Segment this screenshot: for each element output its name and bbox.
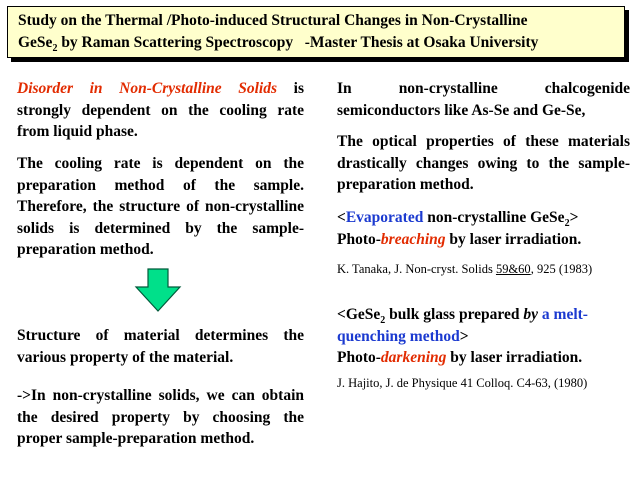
evaporated-word: Evaporated: [345, 209, 424, 226]
evaporated-rest: non-crystalline GeSe: [423, 209, 565, 226]
down-arrow-icon: [134, 268, 182, 312]
photo-prefix-1: Photo-: [337, 230, 381, 248]
ref1-pages: , 925 (1983): [530, 262, 593, 276]
bulk-subscript: 2: [380, 315, 386, 327]
evaporated-open: <: [337, 209, 346, 226]
right-paragraph-1: In non-crystalline chalcogenide semiconductors like As-Se and Ge-Se,: [337, 80, 630, 119]
title-gese: GeSe: [18, 34, 53, 51]
title-line-2: [18, 32, 624, 54]
reference-2: J. Hajito, J. de Physique 41 Colloq. C4-63, (1980): [337, 376, 588, 390]
breaching-tail: by laser irradiation.: [445, 230, 582, 248]
left-paragraph-1: [17, 78, 304, 143]
evaporated-block: [337, 207, 630, 250]
breaching-word: breaching: [380, 230, 446, 248]
melt-quenching-phrase: a melt-quenching method: [337, 306, 588, 345]
darkening-line: [337, 347, 630, 369]
left-p1-rest: is strongly dependent on the cooling rate from liquid phase.: [17, 80, 304, 140]
bulk-open: <GeSe: [337, 306, 381, 323]
evaporated-close: >: [569, 209, 579, 226]
photo-prefix-2: Photo-: [337, 349, 381, 366]
disorder-phrase: Disorder in Non-Crystalline Solids: [17, 80, 278, 97]
ref1-authors: K. Tanaka, J. Non-cryst. Solids: [337, 262, 496, 276]
bulk-mid: bulk glass prepared: [385, 306, 524, 323]
bulk-line: [337, 304, 630, 347]
darkening-word: darkening: [380, 349, 447, 366]
left-paragraph-4: ->In non-crystalline solids, we can obtain the desired property by choosing the proper sample-preparation method.: [17, 387, 304, 447]
bulk-close: >: [459, 327, 469, 345]
reference-1: [337, 260, 607, 279]
title-box: [7, 6, 625, 58]
ref1-volume: 59&60: [495, 262, 531, 276]
evaporated-line: [337, 207, 630, 229]
breaching-line: [337, 229, 630, 251]
title-line-1: Study on the Thermal /Photo-induced Structural Changes in Non-Crystalline: [18, 12, 528, 29]
evaporated-subscript: 2: [564, 218, 570, 230]
bulk-glass-block: [337, 304, 630, 369]
left-paragraph-3: Structure of material determines the various property of the material.: [17, 327, 304, 366]
bulk-by: by: [523, 306, 539, 323]
title-subscript: 2: [52, 43, 58, 55]
title-line-2-rest: by Raman Scattering Spectroscopy -Master Thesis at Osaka University: [57, 34, 539, 51]
right-paragraph-2: The optical properties of these materials drastically changes owing to the sample-preparation method.: [337, 133, 630, 193]
left-paragraph-2: The cooling rate is dependent on the preparation method of the sample. Therefore, the structure of non-crystalline solids is determined by the sample-preparation method.: [17, 155, 304, 258]
darkening-tail: by laser irradiation.: [446, 349, 583, 366]
